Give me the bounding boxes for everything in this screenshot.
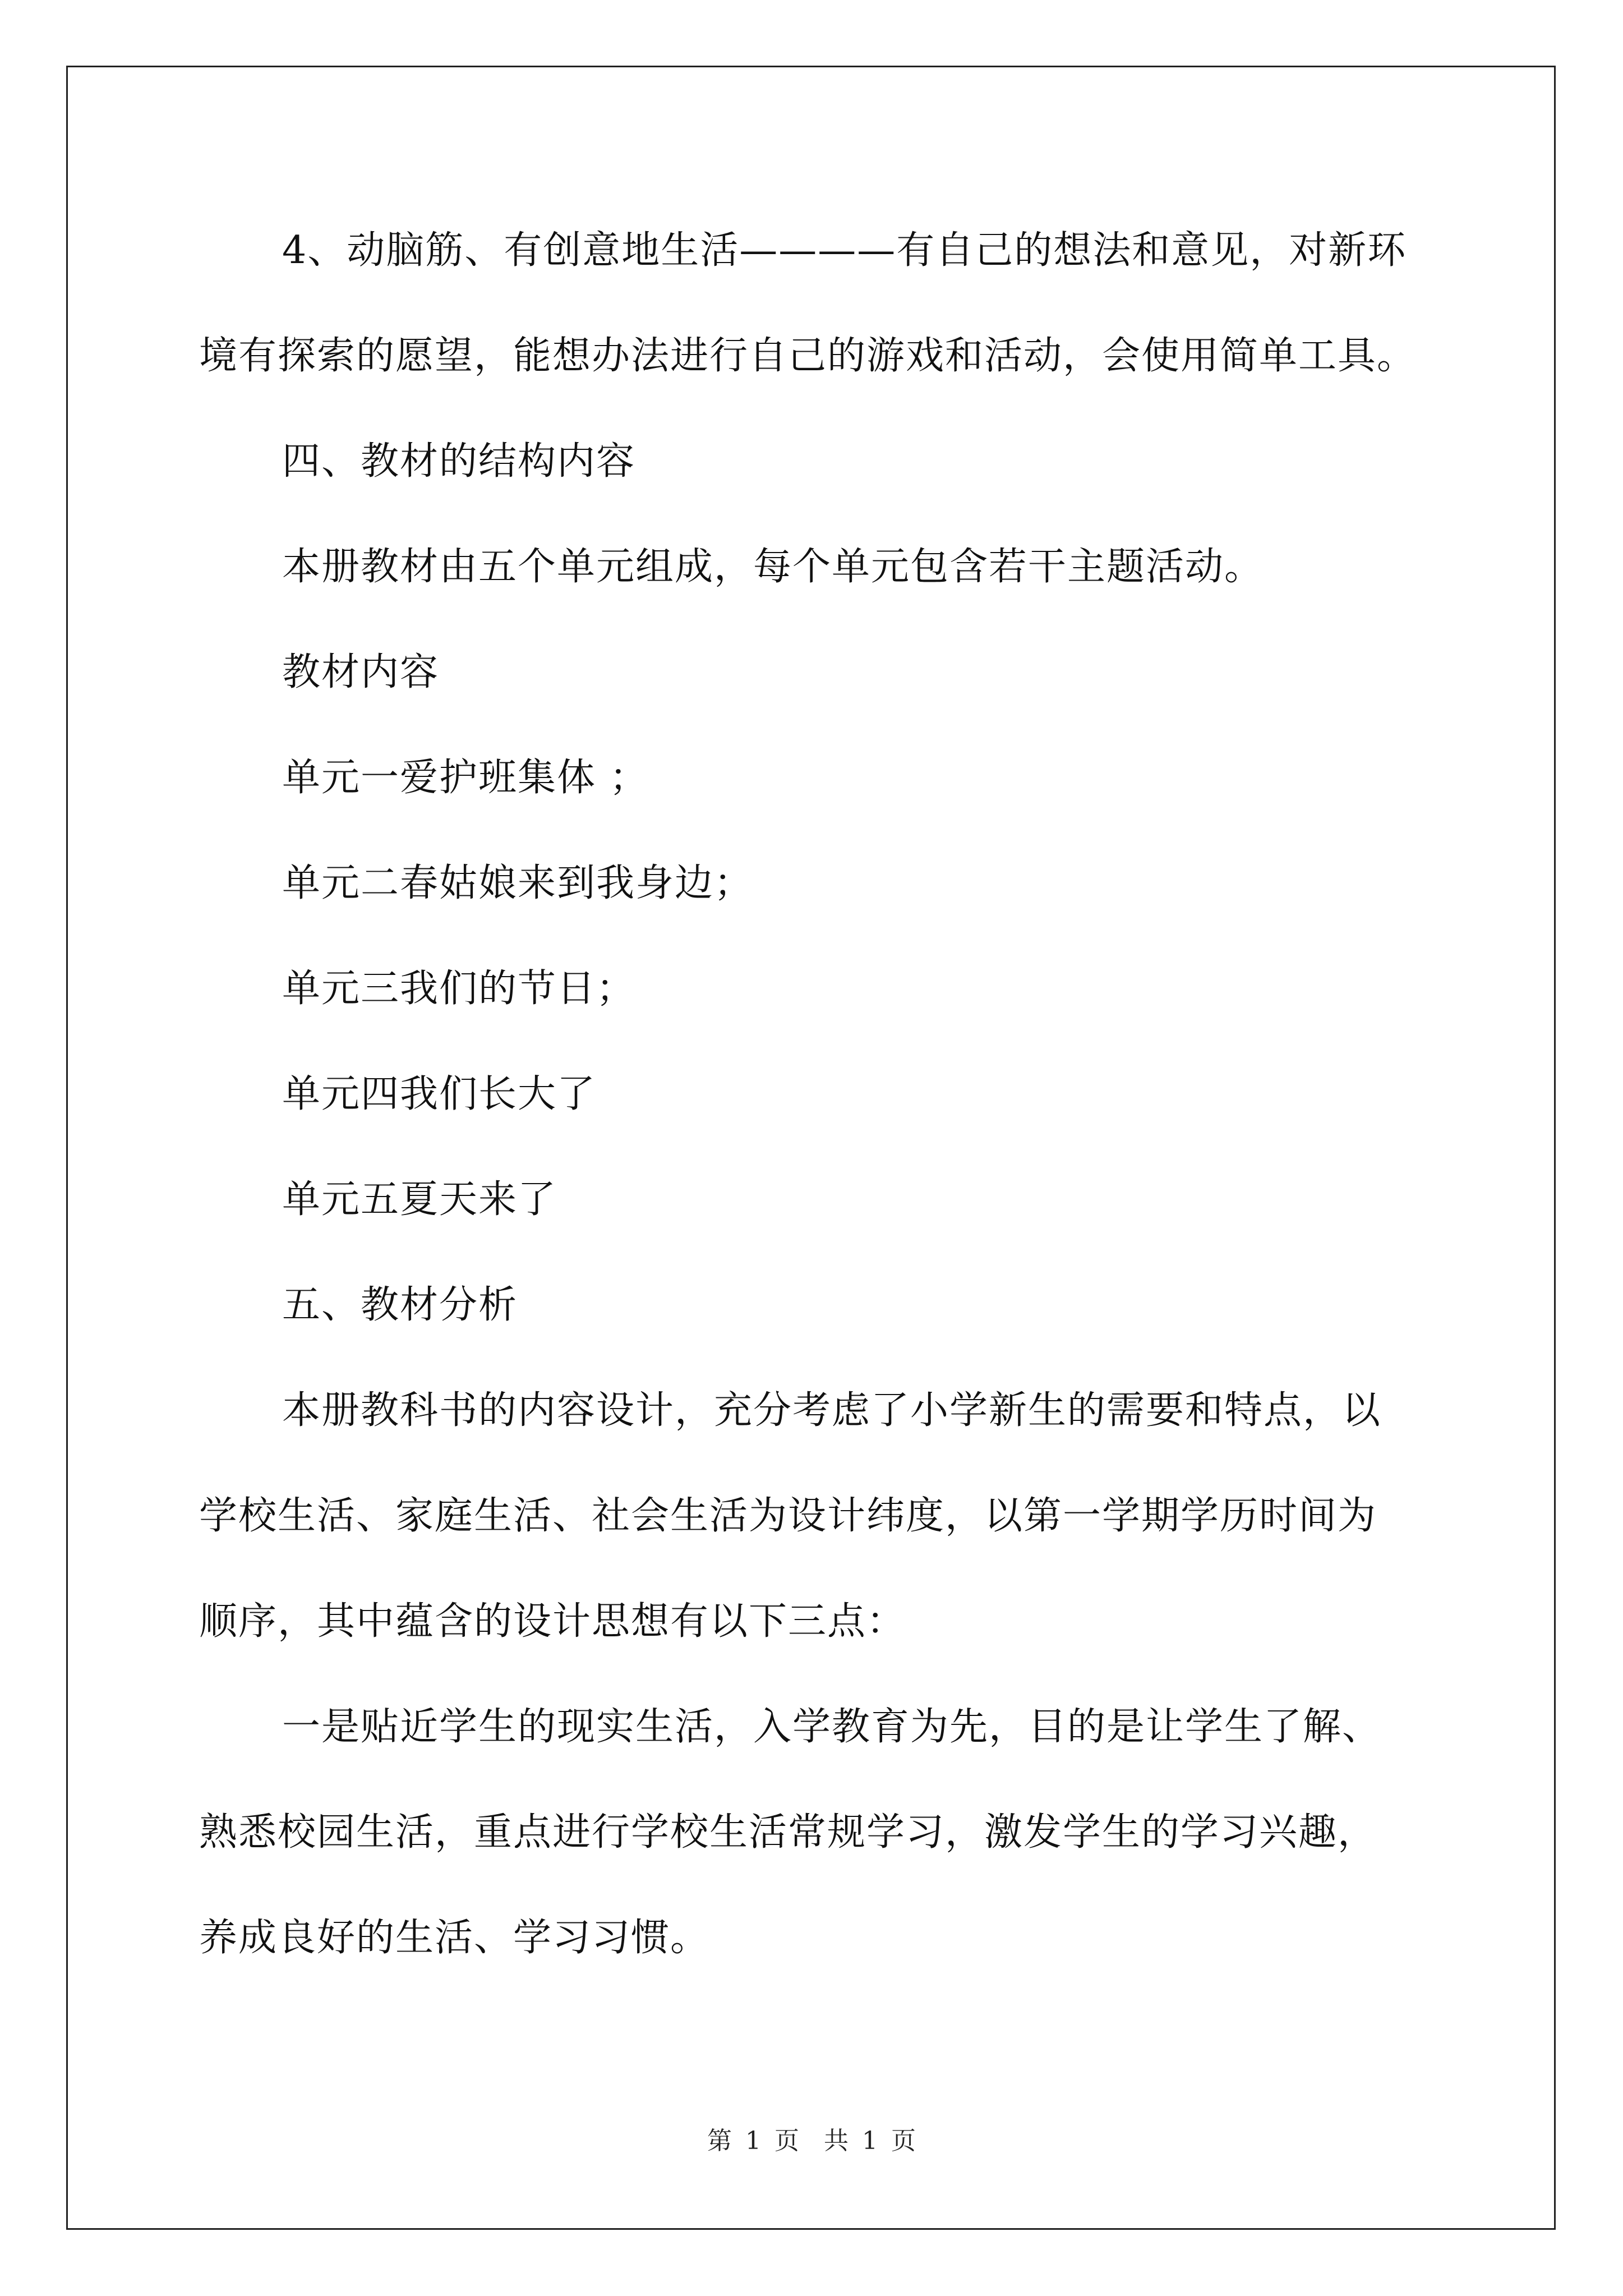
list-item: 单元一爱护班集体 ； xyxy=(282,756,649,800)
section-heading: 五、教材分析 xyxy=(282,1283,518,1327)
text-line: 顺序，其中蕴含的设计思想有以下三点： xyxy=(199,1599,906,1644)
page-border xyxy=(66,66,1556,2230)
text-line: 养成良好的生活、学习习惯。 xyxy=(199,1916,710,1960)
list-item: 单元三我们的节日； xyxy=(282,967,636,1011)
text-line: 学校生活、家庭生活、社会生活为设计纬度，以第一学期学历时间为 xyxy=(199,1494,1377,1538)
list-item: 单元二春姑娘来到我身边； xyxy=(282,861,754,905)
text-line: 一是贴近学生的现实生活，入学教育为先，目的是让学生了解、 xyxy=(282,1705,1382,1749)
text-line: 本册教科书的内容设计，充分考虑了小学新生的需要和特点，以 xyxy=(282,1388,1382,1433)
text-line: 熟悉校园生活，重点进行学校生活常规学习，激发学生的学习兴趣， xyxy=(199,1810,1377,1855)
text-line: 境有探索的愿望，能想办法进行自己的游戏和活动，会使用简单工具。 xyxy=(199,334,1417,378)
list-item: 单元四我们长大了 xyxy=(282,1072,597,1116)
text-line: 教材内容 xyxy=(282,650,440,694)
text-line: 本册教材由五个单元组成，每个单元包含若干主题活动。 xyxy=(282,545,1264,589)
section-heading: 四、教材的结构内容 xyxy=(282,439,636,484)
page-footer: 第 1 页 共 1 页 xyxy=(707,2127,916,2155)
list-item: 单元五夏天来了 xyxy=(282,1177,557,1222)
text-line: 4、动脑筋、有创意地生活————有自己的想法和意见，对新环 xyxy=(282,228,1407,273)
